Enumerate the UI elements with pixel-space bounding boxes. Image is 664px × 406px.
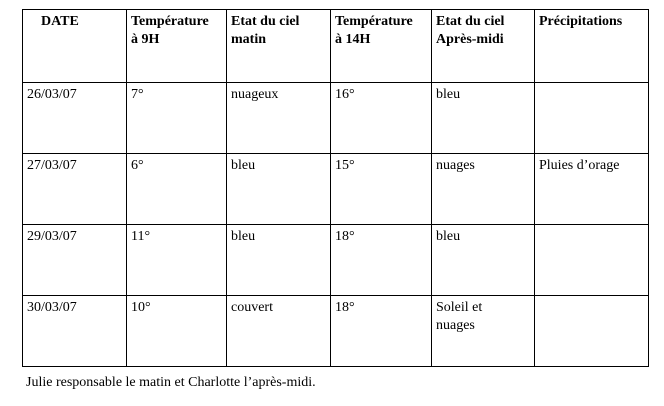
- cell-precipitation: [535, 296, 649, 367]
- cell-date: 29/03/07: [23, 225, 127, 296]
- cell-sky-afternoon: bleu: [432, 225, 535, 296]
- cell-temp-14h: 18°: [331, 296, 432, 367]
- table-header-row: [23, 10, 649, 83]
- footnote: Julie responsable le matin et Charlotte l’après-midi.: [26, 375, 316, 390]
- cell-precipitation: [535, 225, 649, 296]
- cell-sky-afternoon: bleu: [432, 83, 535, 154]
- cell-sky-morning: nuageux: [227, 83, 331, 154]
- header-sky-afternoon: Etat du ciel Après-midi: [432, 10, 535, 83]
- header-temp-14h: Température à 14H: [331, 10, 432, 83]
- cell-temp-9h: 6°: [127, 154, 227, 225]
- cell-precipitation: Pluies d’orage: [535, 154, 649, 225]
- table-row: [23, 154, 649, 225]
- header-sky-morning: Etat du ciel matin: [227, 10, 331, 83]
- cell-date: 26/03/07: [23, 83, 127, 154]
- cell-date: 30/03/07: [23, 296, 127, 367]
- cell-sky-morning: couvert: [227, 296, 331, 367]
- cell-temp-9h: 10°: [127, 296, 227, 367]
- header-date: DATE: [23, 10, 127, 83]
- header-temp-9h: Température à 9H: [127, 10, 227, 83]
- cell-sky-morning: bleu: [227, 154, 331, 225]
- cell-sky-afternoon: nuages: [432, 154, 535, 225]
- table-row: [23, 296, 649, 367]
- cell-temp-14h: 18°: [331, 225, 432, 296]
- cell-temp-14h: 16°: [331, 83, 432, 154]
- cell-temp-9h: 7°: [127, 83, 227, 154]
- weather-table: [22, 9, 649, 367]
- cell-temp-9h: 11°: [127, 225, 227, 296]
- cell-temp-14h: 15°: [331, 154, 432, 225]
- table-row: [23, 83, 649, 154]
- cell-sky-morning: bleu: [227, 225, 331, 296]
- cell-sky-afternoon: Soleil et nuages: [432, 296, 535, 367]
- header-precipitation: Précipitations: [535, 10, 649, 83]
- cell-date: 27/03/07: [23, 154, 127, 225]
- cell-precipitation: [535, 83, 649, 154]
- table-row: [23, 225, 649, 296]
